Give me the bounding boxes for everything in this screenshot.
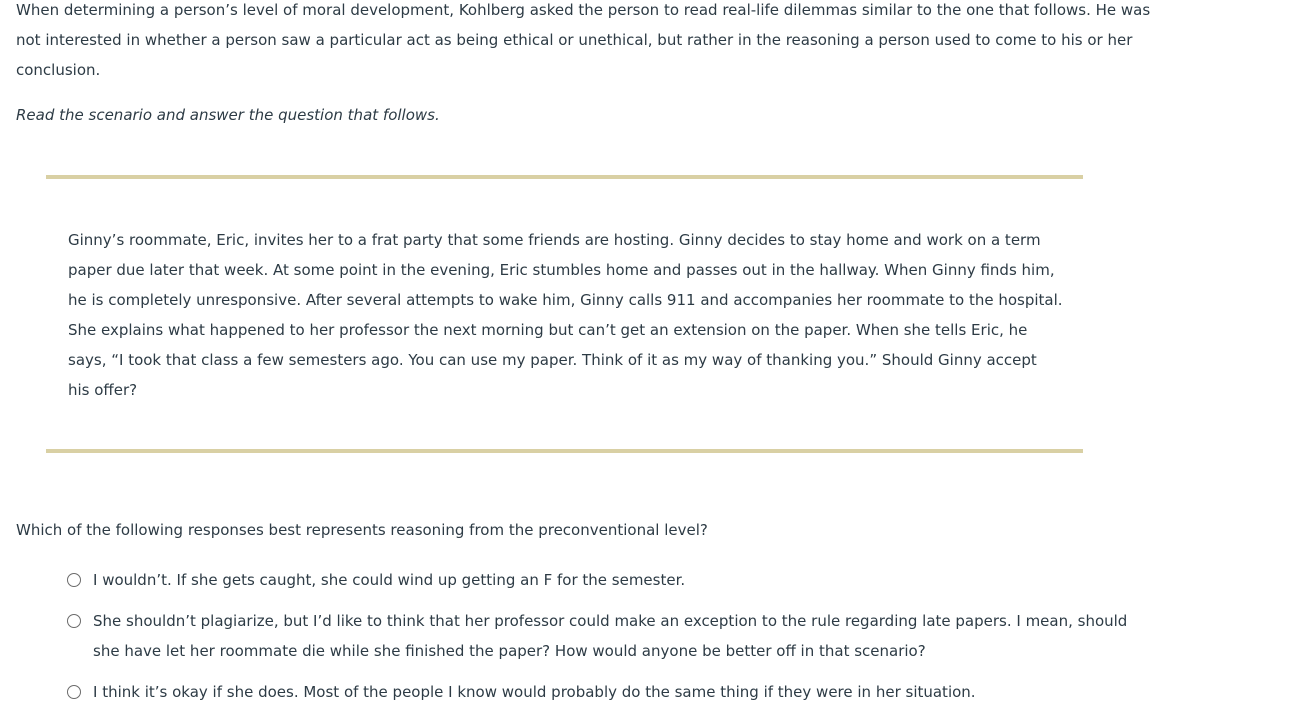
answer-option-3[interactable] (66, 678, 1156, 707)
answer-option-3-label[interactable]: I think it’s okay if she does. Most of the people I know would probably do the same thing if they were in her situation. (93, 683, 976, 701)
instruction-text: Read the scenario and answer the question that follows. (16, 106, 440, 124)
radio-button-3[interactable] (67, 685, 81, 699)
answer-option-2[interactable] (66, 607, 1156, 666)
answer-option-1[interactable] (66, 566, 1156, 595)
radio-button-2[interactable] (67, 614, 81, 628)
scenario-top-divider (46, 175, 1083, 179)
question-text: Which of the following responses best represents reasoning from the preconventional level? (16, 521, 708, 539)
answer-option-1-label[interactable]: I wouldn’t. If she gets caught, she could wind up getting an F for the semester. (93, 571, 686, 589)
radio-button-1[interactable] (67, 573, 81, 587)
answer-options (66, 566, 1156, 707)
scenario-text: Ginny’s roommate, Eric, invites her to a frat party that some friends are hosting. Ginny decides to stay home and work on a term paper due later that week. At some point in the evening, Eric stumbles home and passes out in the hallway. When Ginny finds him, he is completely unresponsive. After several attempts to wake him, Ginny calls 911 and accompanies her roommate to the hospital. She explains what happened to her professor the next morning but can’t get an extension on the paper. When she tells Eric, he says, “I took that class a few semesters ago. You can use my paper. Think of it as my way of thanking you.” Should Ginny accept his offer? (68, 231, 1063, 399)
scenario-bottom-divider (46, 449, 1083, 453)
intro-paragraph: When determining a person’s level of moral development, Kohlberg asked the person to read real-life dilemmas similar to the one that follows. He was not interested in whether a person saw a particular act as being ethical or unethical, but rather in the reasoning a person used to come to his or her conclusion. (16, 1, 1151, 79)
answer-option-2-label[interactable]: She shouldn’t plagiarize, but I’d like to think that her professor could make an exception to the rule regarding late papers. I mean, should she have let her roommate die while she finished the paper? How would anyone be better off in that scenario? (93, 612, 1128, 660)
